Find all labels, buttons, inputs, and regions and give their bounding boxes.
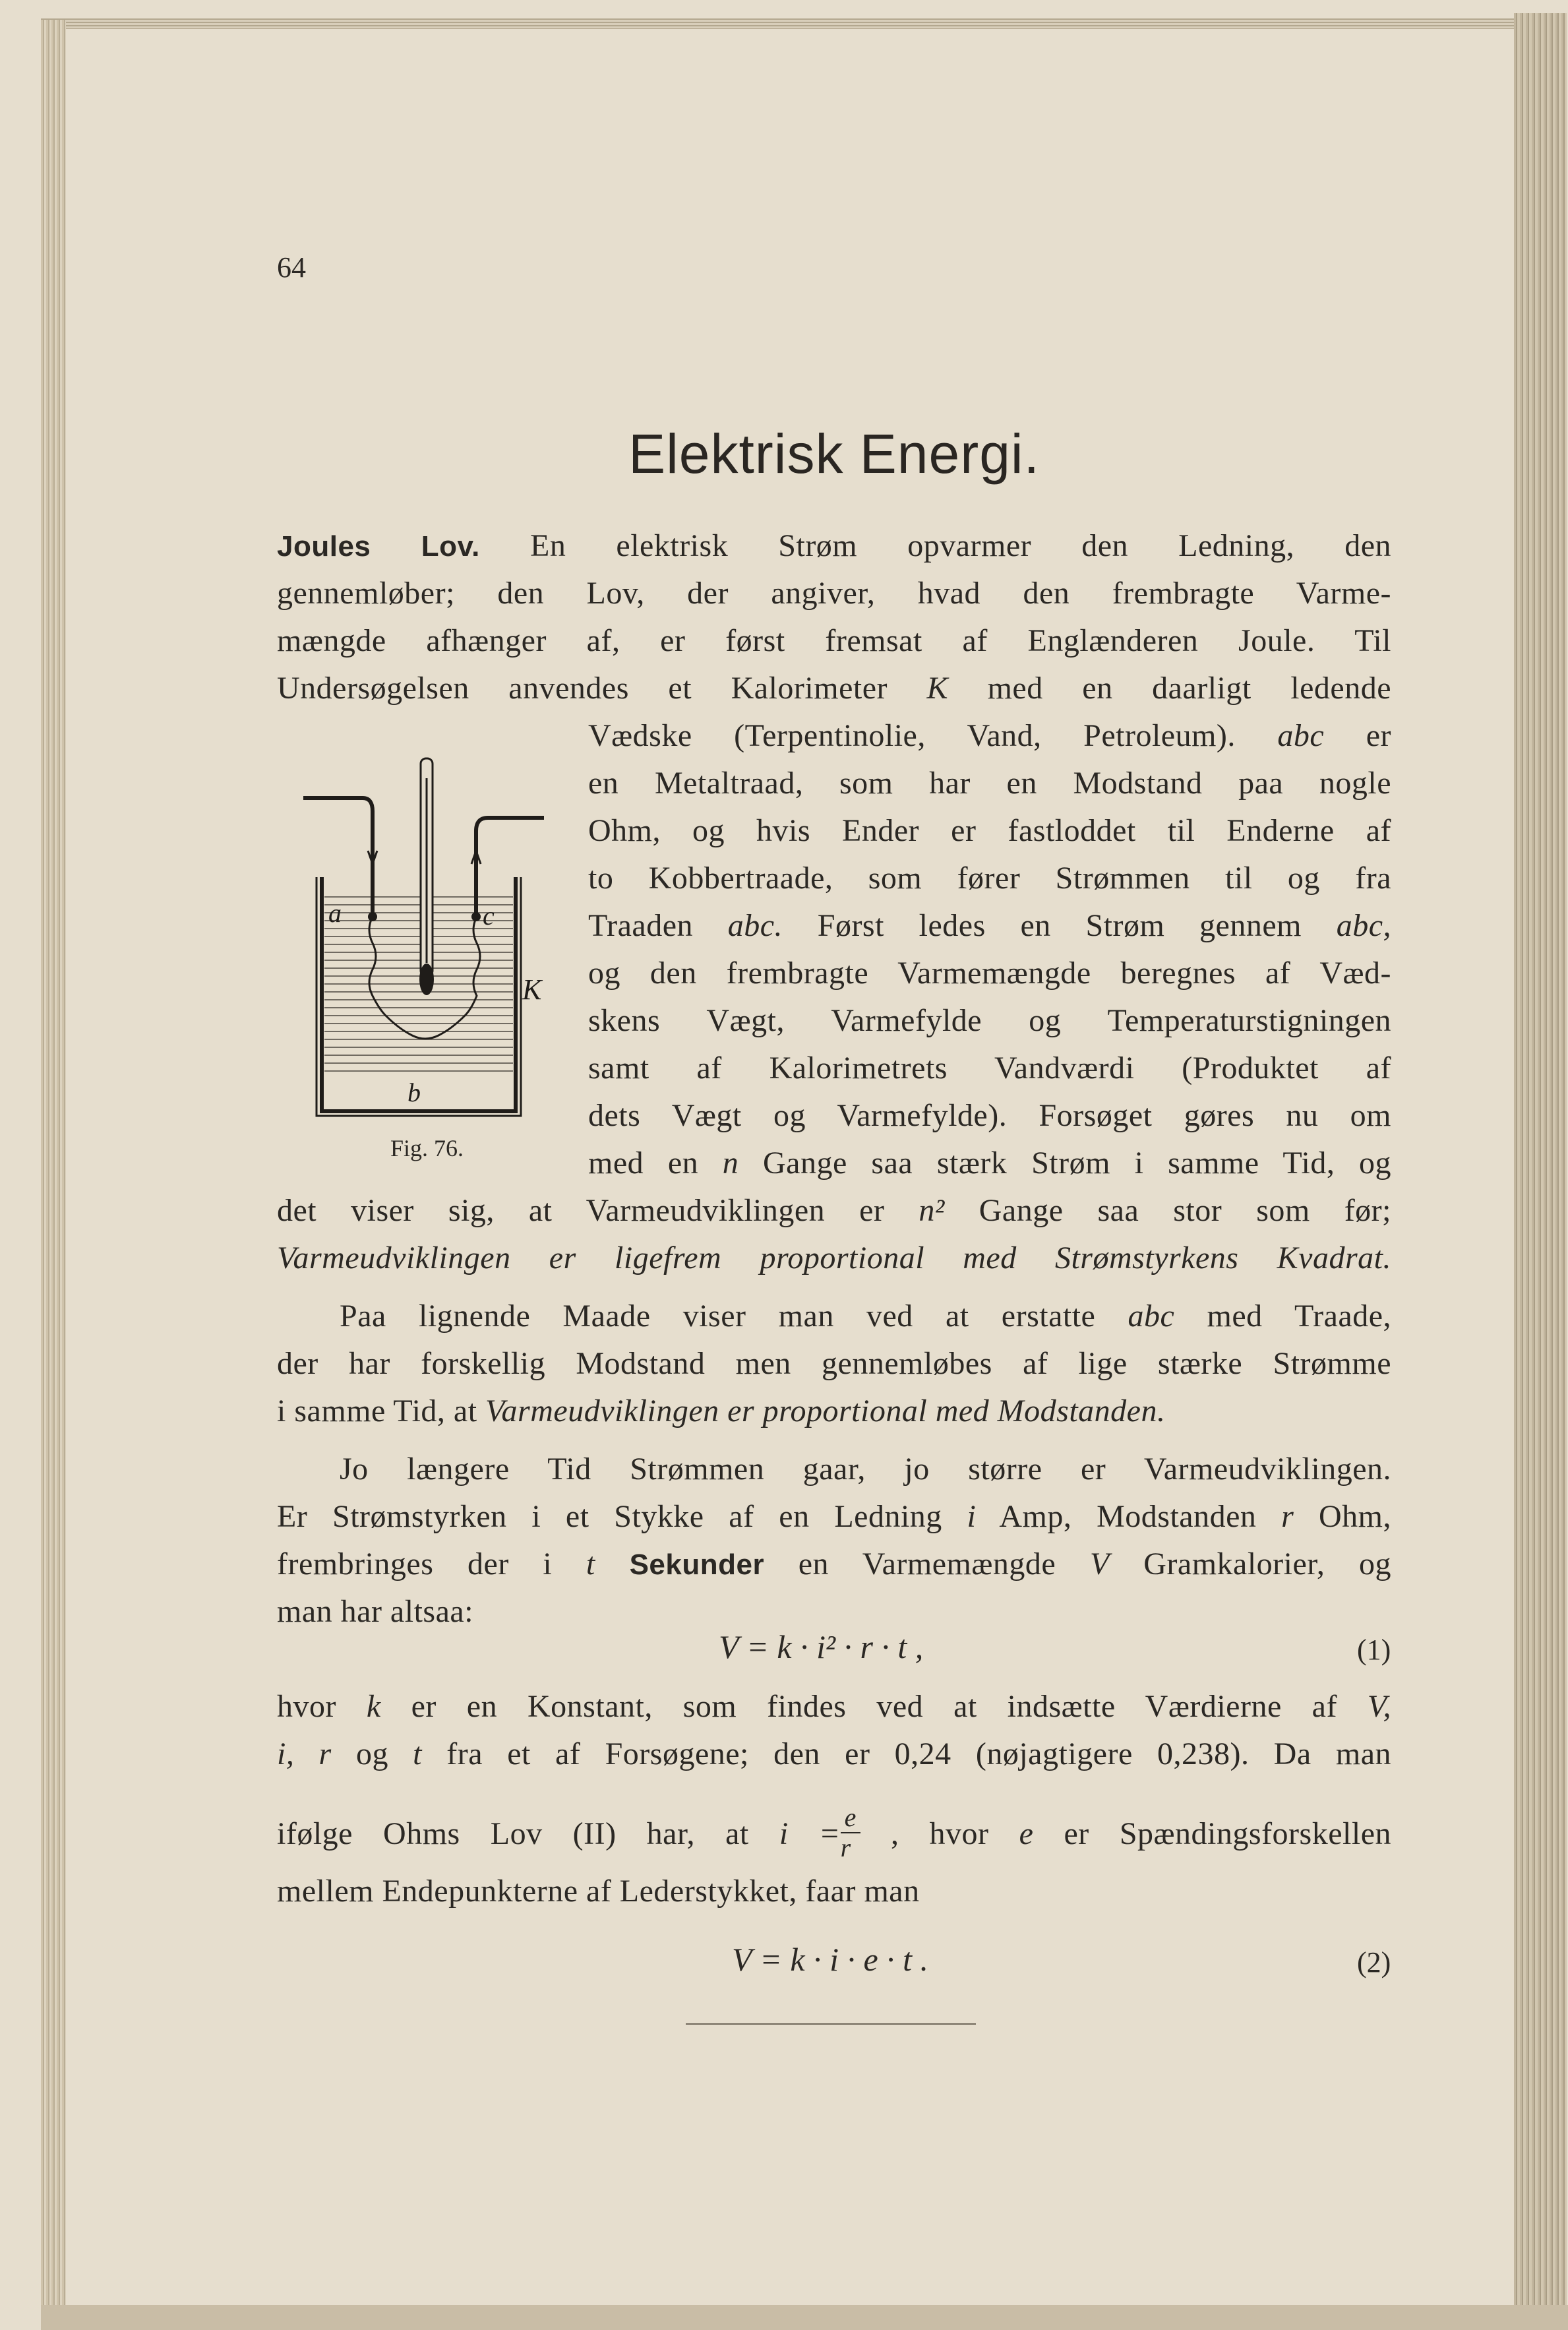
text-line: Traaden abc. Først ledes en Strøm gennem abc, (588, 908, 1391, 943)
equation-number-2: (2) (1357, 1946, 1391, 1978)
text-line: Jo længere Tid Strømmen gaar, jo større er Varmeudviklingen. (340, 1452, 1391, 1487)
text-line: Paa lignende Maade viser man ved at erstatte abc med Traade, (340, 1299, 1391, 1334)
page-title: Elektrisk Energi. (628, 423, 1040, 485)
label-c: c (483, 901, 495, 931)
text-line: samt af Kalorimetrets Vandværdi (Produktet af (588, 1051, 1391, 1086)
text-line: dets Vægt og Varmefylde). Forsøget gøres nu om (588, 1098, 1391, 1133)
formula-2: V = k · i · e · t . (732, 1941, 929, 1978)
page-edge-top (41, 18, 1557, 29)
text-line: det viser sig, at Varmeudviklingen er n² Gange saa stor som før; (277, 1193, 1392, 1228)
text-line: frembringes der i t Sekunder en Varmemængde V Gramkalorier, og (277, 1547, 1391, 1581)
section-heading: Joules Lov. (277, 530, 480, 563)
text-line: en Metaltraad, som har en Modstand paa nogle (588, 766, 1391, 801)
end-rule (686, 2023, 976, 2025)
text-line: Varmeudviklingen er ligefrem proportional med Strømstyrkens Kvadrat. (277, 1241, 1391, 1275)
label-a: a (328, 898, 342, 928)
page-edge-bottom (41, 2305, 1568, 2330)
page-edge-right (1514, 13, 1567, 2330)
figure-caption: Fig. 76. (390, 1135, 464, 1161)
text-line: man har altsaa: (277, 1594, 474, 1629)
text-line: og den frembragte Varmemængde beregnes af Væd- (588, 956, 1391, 991)
label-K: K (522, 973, 542, 1006)
page-edge-left (41, 20, 66, 2308)
text-line: i, r og t fra et af Forsøgene; den er 0,24 (nøjagtigere 0,238). Da man (277, 1736, 1391, 1771)
inline-formula: i = $\frac{e}{r}$ (779, 1816, 860, 1851)
text-line: i samme Tid, at Varmeudviklingen er proportional med Modstanden. (277, 1394, 1166, 1428)
text-line: med en n Gange saa stærk Strøm i samme Tid, og (588, 1146, 1391, 1180)
formula-1: V = k · i² · r · t , (719, 1628, 924, 1665)
text-line: Undersøgelsen anvendes et Kalorimeter K med en daarligt ledende (277, 671, 1391, 706)
text-line: hvor k er en Konstant, som findes ved at indsætte Værdierne af V, (277, 1689, 1392, 1724)
text-line: Joules Lov. En elektrisk Strøm opvarmer den Ledning, den (277, 528, 1391, 563)
text-line: ifølge Ohms Lov (II) har, at i = $\frac{e}{r}$ , hvor e er Spændingsforskellen (277, 1802, 1391, 1862)
label-b: b (407, 1078, 421, 1107)
text-line: Er Strømstyrken i et Stykke af en Ledning i Amp, Modstanden r Ohm, (277, 1499, 1392, 1534)
text-line: Ohm, og hvis Ender er fastloddet til Enderne af (588, 813, 1391, 848)
text-line: gennemløber; den Lov, der angiver, hvad den frembragte Varme- (277, 576, 1391, 611)
text-line: Vædske (Terpentinolie, Vand, Petroleum). abc er (588, 718, 1392, 753)
calorimeter-figure (290, 752, 567, 1174)
text-line: to Kobbertraade, som fører Strømmen til og fra (588, 861, 1391, 896)
text-line: mængde afhænger af, er først fremsat af Englænderen Joule. Til (277, 623, 1391, 658)
text-line: skens Vægt, Varmefylde og Temperaturstigningen (588, 1003, 1391, 1038)
text-line: der har forskellig Modstand men gennemløbes af lige stærke Strømme (277, 1346, 1391, 1381)
equation-number-1: (1) (1357, 1634, 1391, 1666)
text-line: mellem Endepunkterne af Lederstykket, faar man (277, 1874, 920, 1909)
page-number: 64 (277, 251, 306, 284)
